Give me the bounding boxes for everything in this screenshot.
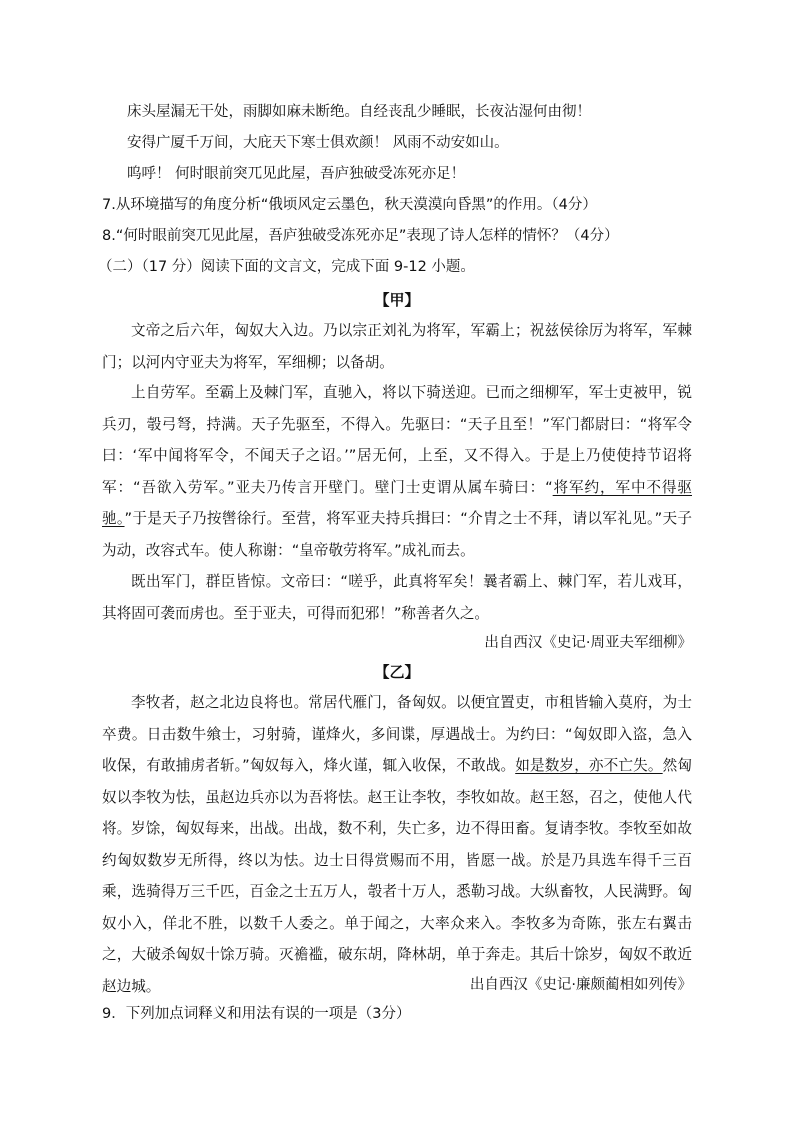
jia-paragraph-1: 文帝之后六年，匈奴大入边。乃以宗正刘礼为将军，军霸上；祝兹侯徐厉为将军，军棘门；以河内守亚夫为将军，军细柳；以备胡。 <box>102 322 692 371</box>
yi-heading: 【乙】 <box>374 663 420 681</box>
yi-paragraph-1-text-b: 然匈奴以李牧为怯，虽赵边兵亦以为吾将怯。赵王让李牧，李牧如故。赵王怒，召之，使他人代将。 <box>102 757 692 838</box>
section-2-intro: （二）（17 分）阅读下面的文言文，完成下面 9-12 小题。 <box>98 259 475 275</box>
question-8: 8.“何时眼前突兀见此屋，吾庐独破受冻死亦足”表现了诗人怎样的情怀？（4分） <box>102 228 619 244</box>
yi-paragraph-2: 岁馀，匈奴每来，出战。出战，数不利，失亡多，边不得田畜。复请李牧。李牧至如故约匈奴数岁无所得，终以为怯。边士日得赏赐而不用，皆愿一战。於是乃具选车得千三百乘，选骑得万三千匹，百金之士五万人，彀者十万人，悉勒习战。大纵畜牧，人民满野。匈奴小入，佯北不胜，以数千人委之。单于闻之，大率众来入。李牧多为奇陈，张左右翼击之，大破杀匈奴十馀万骑。灭襜褴，破东胡，降林胡，单于奔走。其后十馀岁，匈奴不敢近赵边城。 <box>102 820 692 995</box>
poem-line-1: 床头屋漏无干处，雨脚如麻未断绝。自经丧乱少睡眠，长夜沾湿何由彻！ <box>127 104 591 120</box>
jia-heading: 【甲】 <box>374 291 420 309</box>
jia-paragraph-2 <box>102 377 692 567</box>
question-9: 9．下列加点词释义和用法有误的一项是（3分） <box>102 1006 411 1022</box>
yi-underlined-sentence: 如是数岁，亦不亡失。 <box>515 757 663 775</box>
poem-line-3: 呜呼！ 何时眼前突兀见此屋，吾庐独破受冻死亦足！ <box>127 166 466 182</box>
jia-paragraph-3: 既出军门，群臣皆惊。文帝曰：“嗟乎，此真将军矣！曩者霸上、棘门军，若儿戏耳，其将固可袭而虏也。至于亚夫，可得而犯邪！”称善者久之。 <box>102 573 692 622</box>
jia-paragraph-2-text-b: ”于是天子乃按辔徐行。至营，将军亚夫持兵揖曰：“介胄之士不拜，请以军礼见。”天子为动，改容式车。使人称谢：“皇帝敬劳将军。”成礼而去。 <box>102 510 692 559</box>
poem-line-2: 安得广厦千万间，大庇天下寒士俱欢颜！ 风雨不动安如山。 <box>127 135 509 151</box>
jia-paragraph-2-text-a: 上自劳军。至霸上及棘门军，直驰入，将以下骑送迎。已而之细柳军，军士吏被甲，锐兵刃，彀弓弩，持满。天子先驱至，不得入。先驱曰：“天子且至！”军门都尉曰：“将军令曰：‘军中闻将军令，不闻天子之诏。’”居无何，上至，又不得入。于是上乃使使持节诏将军：“吾欲入劳军。”亚夫乃传言开壁门。壁门士吏谓从属车骑曰：“ <box>102 384 692 496</box>
jia-underlined-sentence: 将军约，军中不得驱驰。 <box>102 478 692 528</box>
yi-source: 出自西汉《史记·廉颇蔺相如列传》 <box>469 977 692 993</box>
jia-source: 出自西汉《史记·周亚夫军细柳》 <box>484 635 692 651</box>
question-7: 7.从环境描写的角度分析“俄顷风定云墨色，秋天漠漠向昏黑”的作用。（4分） <box>102 197 597 213</box>
yi-paragraph-1-text-a: 李牧者，赵之北边良将也。常居代雁门，备匈奴。以便宜置吏，市租皆输入莫府，为士卒费。日击数牛飨士，习射骑，谨烽火，多间谍，厚遇战士。为约曰：“匈奴即入盗，急入收保，有敢捕虏者斩。”匈奴每入，烽火谨，辄入收保，不敢战。 <box>102 694 692 775</box>
